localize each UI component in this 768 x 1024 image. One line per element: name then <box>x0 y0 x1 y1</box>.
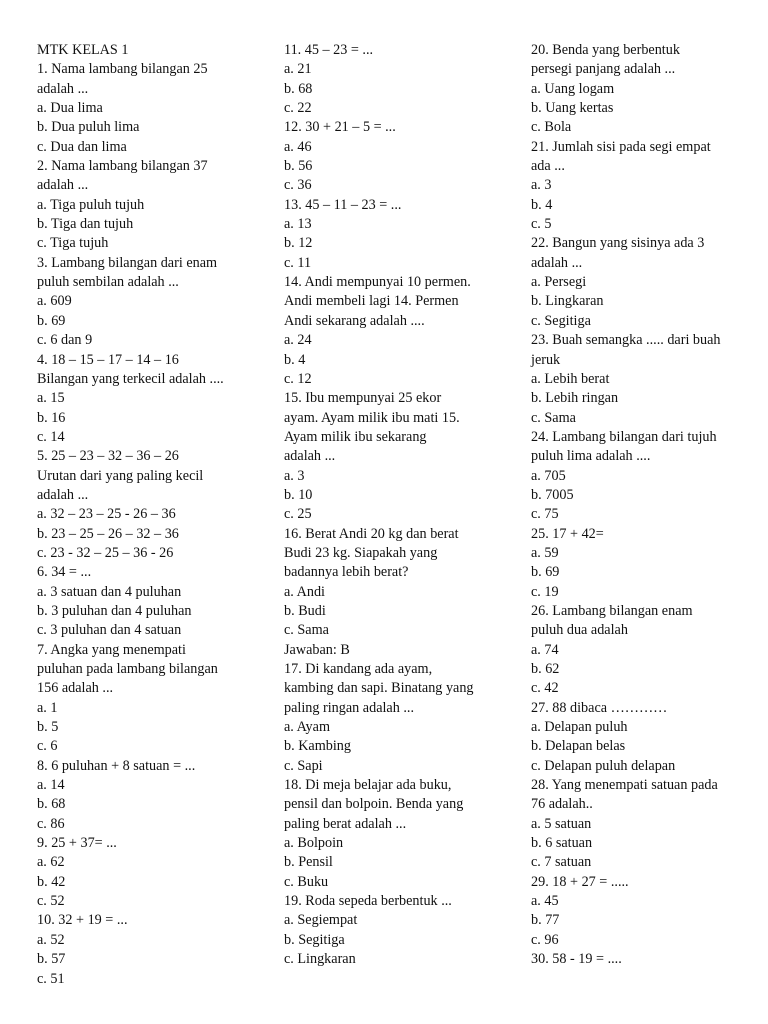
text-line: 8. 6 puluhan + 8 satuan = ... <box>37 757 196 774</box>
text-line: b. 68 <box>284 80 313 97</box>
text-line: 11. 45 – 23 = ... <box>284 42 374 58</box>
text-line: 76 adalah.. <box>531 796 593 813</box>
text-line: c. Delapan puluh delapan <box>531 757 676 774</box>
text-line: a. Segiempat <box>284 912 358 929</box>
text-line: adalah ... <box>37 486 89 503</box>
text-line: a. Delapan puluh <box>531 719 628 736</box>
text-line: b. Dua puluh lima <box>37 119 140 136</box>
text-line: a. 3 satuan dan 4 puluhan <box>37 583 182 600</box>
text-line: b. Segitiga <box>284 931 345 948</box>
text-line: c. Sama <box>284 622 329 639</box>
text-line: 21. Jumlah sisi pada segi empat <box>531 138 711 155</box>
text-line: paling berat adalah ... <box>284 815 407 832</box>
text-line: c. Tiga tujuh <box>37 235 109 252</box>
text-line: b. 16 <box>37 409 66 426</box>
text-line: Budi 23 kg. Siapakah yang <box>284 544 438 561</box>
text-line: c. 42 <box>531 680 559 697</box>
text-line: 12. 30 + 21 – 5 = ... <box>284 119 396 136</box>
text-line: b. 23 – 25 – 26 – 32 – 36 <box>37 525 179 542</box>
text-line: 28. Yang menempati satuan pada <box>531 777 718 794</box>
text-column-1 <box>37 41 269 989</box>
text-line: a. Bolpoin <box>284 835 344 852</box>
text-line: 18. Di meja belajar ada buku, <box>284 777 452 794</box>
text-line: b. 7005 <box>531 486 574 503</box>
text-line: a. Persegi <box>531 274 587 291</box>
text-line: 156 adalah ... <box>37 680 114 697</box>
text-line: b. 6 satuan <box>531 835 593 852</box>
text-line: MTK KELAS 1 <box>37 42 129 58</box>
text-line: b. Tiga dan tujuh <box>37 216 134 233</box>
text-line: c. Sama <box>531 409 576 426</box>
text-line: 7. Angka yang menempati <box>37 641 186 658</box>
text-line: a. 3 <box>531 177 552 194</box>
text-line: 4. 18 – 15 – 17 – 14 – 16 <box>37 351 179 368</box>
text-line: 26. Lambang bilangan enam <box>531 602 693 619</box>
text-line: 14. Andi mempunyai 10 permen. <box>284 274 471 291</box>
text-line: a. 5 satuan <box>531 815 592 832</box>
text-line: puluh sembilan adalah ... <box>37 274 179 291</box>
text-line: b. 5 <box>37 719 59 736</box>
text-line: a. 24 <box>284 332 312 349</box>
text-line: a. 1 <box>37 699 58 716</box>
text-line: persegi panjang adalah ... <box>531 61 676 78</box>
text-line: Jawaban: B <box>284 641 350 658</box>
text-line: c. 6 dan 9 <box>37 332 93 349</box>
text-line: a. 46 <box>284 138 312 155</box>
text-line: b. 4 <box>531 196 553 213</box>
text-line: adalah ... <box>284 448 336 465</box>
text-line: c. 96 <box>531 931 559 948</box>
text-line: 25. 17 + 42= <box>531 525 604 542</box>
text-line: c. Sapi <box>284 757 323 774</box>
text-column-2 <box>284 41 516 970</box>
text-line: badannya lebih berat? <box>284 564 409 581</box>
text-line: b. Uang kertas <box>531 100 614 117</box>
text-line: kambing dan sapi. Binatang yang <box>284 680 474 697</box>
text-line: b. 42 <box>37 873 66 890</box>
text-line: a. 15 <box>37 390 65 407</box>
text-line: puluh dua adalah <box>531 622 628 639</box>
text-line: ada ... <box>531 158 565 175</box>
text-line: c. Lingkaran <box>284 951 356 968</box>
text-line: c. 36 <box>284 177 312 194</box>
text-line: adalah ... <box>37 80 89 97</box>
text-line: Andi membeli lagi 14. Permen <box>284 293 459 310</box>
text-line: a. 59 <box>531 544 559 561</box>
text-line: 17. Di kandang ada ayam, <box>284 661 433 677</box>
text-line: a. 74 <box>531 641 559 658</box>
text-line: 30. 58 - 19 = .... <box>531 951 622 968</box>
text-line: Urutan dari yang paling kecil <box>37 467 204 484</box>
text-line: c. Buku <box>284 873 329 890</box>
text-line: a. Dua lima <box>37 100 103 117</box>
text-line: Bilangan yang terkecil adalah .... <box>37 370 224 387</box>
text-line: 10. 32 + 19 = ... <box>37 912 128 929</box>
text-line: b. 62 <box>531 661 560 677</box>
text-line: b. 56 <box>284 158 313 175</box>
text-line: b. Budi <box>284 602 326 619</box>
text-line: b. 12 <box>284 235 313 252</box>
text-line: adalah ... <box>531 254 583 271</box>
text-line: 3. Lambang bilangan dari enam <box>37 254 218 271</box>
text-line: b. 57 <box>37 951 66 968</box>
text-line: pensil dan bolpoin. Benda yang <box>284 796 464 813</box>
text-line: Andi sekarang adalah .... <box>284 312 425 329</box>
text-line: c. 51 <box>37 970 65 987</box>
text-line: a. 62 <box>37 854 65 871</box>
text-line: a. 45 <box>531 893 559 910</box>
text-line: c. 12 <box>284 370 312 387</box>
text-line: b. 69 <box>531 564 560 581</box>
text-line: a. 14 <box>37 777 65 794</box>
text-line: c. 14 <box>37 428 65 445</box>
text-line: b. 4 <box>284 351 306 368</box>
text-line: 15. Ibu mempunyai 25 ekor <box>284 390 442 407</box>
text-line: a. Tiga puluh tujuh <box>37 196 145 213</box>
text-line: b. Lingkaran <box>531 293 604 310</box>
text-line: c. 19 <box>531 583 559 600</box>
text-line: a. 21 <box>284 61 312 78</box>
text-line: 22. Bangun yang sisinya ada 3 <box>531 235 705 252</box>
text-line: 16. Berat Andi 20 kg dan berat <box>284 525 459 542</box>
text-line: Ayam milik ibu sekarang <box>284 428 427 445</box>
text-line: ayam. Ayam milik ibu mati 15. <box>284 409 460 426</box>
text-line: c. 86 <box>37 815 65 832</box>
text-line: c. 22 <box>284 100 312 117</box>
text-line: a. Andi <box>284 583 325 600</box>
text-line: c. Dua dan lima <box>37 138 127 155</box>
text-line: a. 52 <box>37 931 65 948</box>
text-line: c. 5 <box>531 216 552 233</box>
text-line: a. Uang logam <box>531 80 615 97</box>
text-line: b. 68 <box>37 796 66 813</box>
text-line: b. 10 <box>284 486 313 503</box>
text-line: 20. Benda yang berbentuk <box>531 42 680 58</box>
text-line: b. Lebih ringan <box>531 390 619 407</box>
text-line: a. Ayam <box>284 719 330 736</box>
text-line: a. 705 <box>531 467 566 484</box>
text-line: c. Bola <box>531 119 572 136</box>
text-line: b. 77 <box>531 912 560 929</box>
text-line: c. 52 <box>37 893 65 910</box>
text-line: a. 3 <box>284 467 305 484</box>
text-line: c. 3 puluhan dan 4 satuan <box>37 622 182 639</box>
text-line: b. Pensil <box>284 854 333 871</box>
text-line: c. 75 <box>531 506 559 523</box>
text-line: puluhan pada lambang bilangan <box>37 661 218 677</box>
text-line: 1. Nama lambang bilangan 25 <box>37 61 208 78</box>
text-line: 5. 25 – 23 – 32 – 36 – 26 <box>37 448 179 465</box>
text-line: c. 7 satuan <box>531 854 592 871</box>
text-line: c. 23 - 32 – 25 – 36 - 26 <box>37 544 174 561</box>
text-line: c. 25 <box>284 506 312 523</box>
text-line: jeruk <box>531 351 561 368</box>
text-line: c. Segitiga <box>531 312 591 329</box>
text-line: adalah ... <box>37 177 89 194</box>
text-line: 2. Nama lambang bilangan 37 <box>37 158 208 175</box>
text-line: c. 11 <box>284 254 312 271</box>
text-line: 6. 34 = ... <box>37 564 92 581</box>
text-line: 29. 18 + 27 = ..... <box>531 873 629 890</box>
text-line: b. 3 puluhan dan 4 puluhan <box>37 602 192 619</box>
text-line: 13. 45 – 11 – 23 = ... <box>284 196 402 213</box>
text-line: b. Delapan belas <box>531 738 626 755</box>
text-line: puluh lima adalah .... <box>531 448 651 465</box>
text-line: paling ringan adalah ... <box>284 699 415 716</box>
text-line: b. Kambing <box>284 738 351 755</box>
text-column-3 <box>531 41 763 970</box>
text-line: a. 609 <box>37 293 72 310</box>
text-line: 23. Buah semangka ..... dari buah <box>531 332 721 349</box>
text-line: a. Lebih berat <box>531 370 610 387</box>
text-line: c. 6 <box>37 738 58 755</box>
text-line: 24. Lambang bilangan dari tujuh <box>531 428 717 445</box>
text-line: a. 32 – 23 – 25 - 26 – 36 <box>37 506 176 523</box>
text-line: 27. 88 dibaca ………… <box>531 699 668 716</box>
text-line: b. 69 <box>37 312 66 329</box>
text-line: 9. 25 + 37= ... <box>37 835 117 852</box>
text-line: a. 13 <box>284 216 312 233</box>
text-line: 19. Roda sepeda berbentuk ... <box>284 893 452 910</box>
